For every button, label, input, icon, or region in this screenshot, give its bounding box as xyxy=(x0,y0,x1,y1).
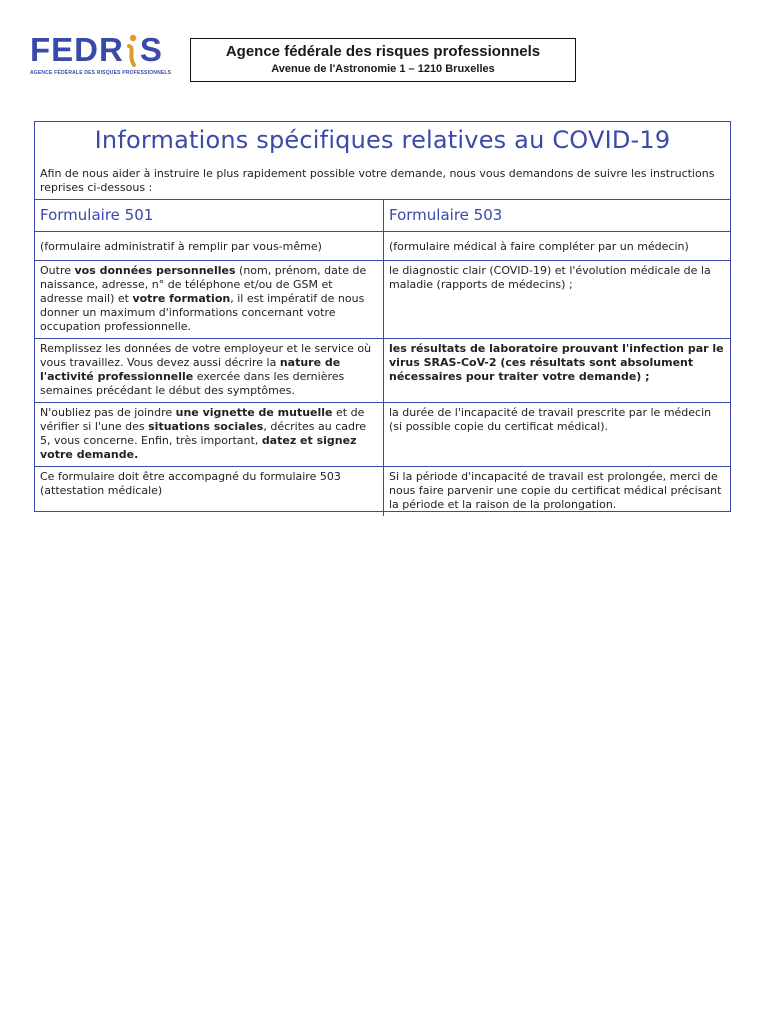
bold-text-segment: votre formation xyxy=(132,292,231,305)
row-cell-right xyxy=(384,261,731,339)
table-header-row xyxy=(35,200,730,232)
bold-text-segment: nature de l'activité professionnelle xyxy=(40,356,341,383)
column-subheading-501: (formulaire administratif à remplir par vous-même) xyxy=(35,232,384,261)
text-segment: la durée de l'incapacité de travail prescrite par le médecin (si possible copie du certificat médical). xyxy=(389,406,712,433)
row-cell-right xyxy=(384,339,731,403)
row-cell-right xyxy=(384,467,731,517)
info-frame xyxy=(34,121,731,512)
column-heading-501: Formulaire 501 xyxy=(35,200,384,232)
bold-text-segment: datez et signez votre demande. xyxy=(40,434,357,461)
forms-table xyxy=(35,199,730,516)
table-row xyxy=(35,467,730,517)
column-heading-503: Formulaire 503 xyxy=(384,200,731,232)
text-segment: , décrites au cadre 5, vous concerne. Enfin, très important, xyxy=(40,420,367,447)
text-segment: exercée dans les dernières semaines précédant le début des symptômes. xyxy=(40,370,345,397)
text-segment: le diagnostic clair (COVID-19) et l'évolution médicale de la maladie (rapports de médecins) ; xyxy=(389,264,711,291)
row-cell-left xyxy=(35,261,384,339)
row-cell-left xyxy=(35,467,384,517)
row-cell-right xyxy=(384,403,731,467)
text-segment: , il est impératif de nous donner un maximum d'informations concernant votre occupation professionnelle. xyxy=(40,292,365,333)
row-cell-left xyxy=(35,403,384,467)
text-segment: et de vérifier si l'une des xyxy=(40,406,365,433)
agency-name: Agence fédérale des risques professionnels xyxy=(225,43,541,60)
text-segment: N'oubliez pas de joindre xyxy=(40,406,176,419)
fedris-logo xyxy=(30,31,172,84)
page-title: Informations spécifiques relatives au COVID-19 xyxy=(94,126,671,154)
table-row xyxy=(35,403,730,467)
logo-text-left: FEDR xyxy=(30,31,124,68)
logo-text-right: S xyxy=(139,31,163,68)
agency-address: Avenue de l'Astronomie 1 – 1210 Bruxelles xyxy=(271,63,495,75)
text-segment: Ce formulaire doit être accompagné du formulaire 503 (attestation médicale) xyxy=(40,470,341,497)
text-segment: Remplissez les données de votre employeur et le service où vous travaillez. Vous devez aussi décrire la xyxy=(40,342,372,369)
text-segment: Outre xyxy=(40,264,75,277)
text-segment: (nom, prénom, date de naissance, adresse, n° de téléphone et/ou de GSM et adresse mail) et xyxy=(40,264,367,305)
agency-header xyxy=(190,38,576,82)
bold-text-segment: les résultats de laboratoire prouvant l'infection par le virus SRAS-CoV-2 (ces résultats sont absolument nécessaires pour traiter votre demande) ; xyxy=(389,342,724,383)
intro-text: Afin de nous aider à instruire le plus rapidement possible votre demande, nous vous demandons de suivre les instructions reprises ci-dessous : xyxy=(40,167,715,194)
table-row xyxy=(35,339,730,403)
table-row xyxy=(35,261,730,339)
table-subheading-row xyxy=(35,232,730,261)
logo-i-mark-icon xyxy=(124,32,140,68)
column-subheading-503: (formulaire médical à faire compléter par un médecin) xyxy=(384,232,731,261)
logo-wordmark xyxy=(30,31,163,68)
bold-text-segment: une vignette de mutuelle xyxy=(175,406,333,419)
text-segment: Si la période d'incapacité de travail est prolongée, merci de nous faire parvenir une copie du certificat médical précisant la période et la raison de la prolongation. xyxy=(389,470,722,511)
row-cell-left xyxy=(35,339,384,403)
logo-subtitle: AGENCE FÉDÉRALE DES RISQUES PROFESSIONNELS xyxy=(30,70,172,76)
bold-text-segment: situations sociales xyxy=(148,420,264,433)
bold-text-segment: vos données personnelles xyxy=(74,264,236,277)
